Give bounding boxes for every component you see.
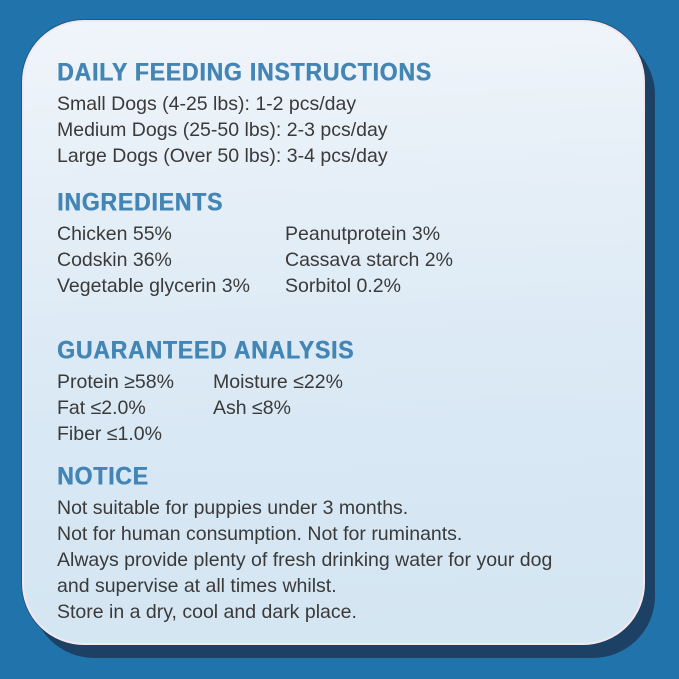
ingredient-cassava-starch: Cassava starch 2% xyxy=(285,249,453,271)
notice-heading: NOTICE xyxy=(57,461,149,491)
feeding-line-medium-dogs: Medium Dogs (25-50 lbs): 2-3 pcs/day xyxy=(57,119,388,141)
analysis-ash: Ash ≤8% xyxy=(213,397,291,419)
ingredient-vegetable-glycerin: Vegetable glycerin 3% xyxy=(57,275,250,297)
ingredients-heading: INGREDIENTS xyxy=(57,187,223,217)
analysis-columns xyxy=(57,369,617,447)
analysis-fat: Fat ≤2.0% xyxy=(57,397,146,419)
ingredient-codskin: Codskin 36% xyxy=(57,249,172,271)
notice-line-storage: Store in a dry, cool and dark place. xyxy=(57,601,357,623)
guaranteed-analysis-heading: GUARANTEED ANALYSIS xyxy=(57,335,355,365)
ingredient-peanutprotein: Peanutprotein 3% xyxy=(285,223,441,245)
ingredients-column-1 xyxy=(57,221,285,299)
feeding-line-small-dogs: Small Dogs (4-25 lbs): 1-2 pcs/day xyxy=(57,93,357,115)
analysis-column-2 xyxy=(213,369,617,447)
analysis-column-1 xyxy=(57,369,213,447)
feeding-line-large-dogs: Large Dogs (Over 50 lbs): 3-4 pcs/day xyxy=(57,145,388,167)
section-notice xyxy=(57,463,617,625)
ingredients-columns xyxy=(57,221,617,299)
label-content xyxy=(24,22,643,625)
section-feeding-instructions xyxy=(57,59,617,169)
ingredient-chicken: Chicken 55% xyxy=(57,223,172,245)
notice-line-fresh-water: Always provide plenty of fresh drinking water for your dog xyxy=(57,549,553,571)
notice-line-supervise: and supervise at all times whilst. xyxy=(57,575,337,597)
analysis-protein: Protein ≥58% xyxy=(57,371,174,393)
ingredients-column-2 xyxy=(285,221,617,299)
analysis-fiber: Fiber ≤1.0% xyxy=(57,423,162,445)
section-ingredients xyxy=(57,189,617,299)
analysis-moisture: Moisture ≤22% xyxy=(213,371,343,393)
feeding-instructions-heading: DAILY FEEDING INSTRUCTIONS xyxy=(57,57,432,87)
notice-line-puppies: Not suitable for puppies under 3 months. xyxy=(57,497,409,519)
product-label-card xyxy=(22,20,645,645)
section-guaranteed-analysis xyxy=(57,337,617,447)
notice-line-human-consumption: Not for human consumption. Not for ruminants. xyxy=(57,523,463,545)
ingredient-sorbitol: Sorbitol 0.2% xyxy=(285,275,401,297)
